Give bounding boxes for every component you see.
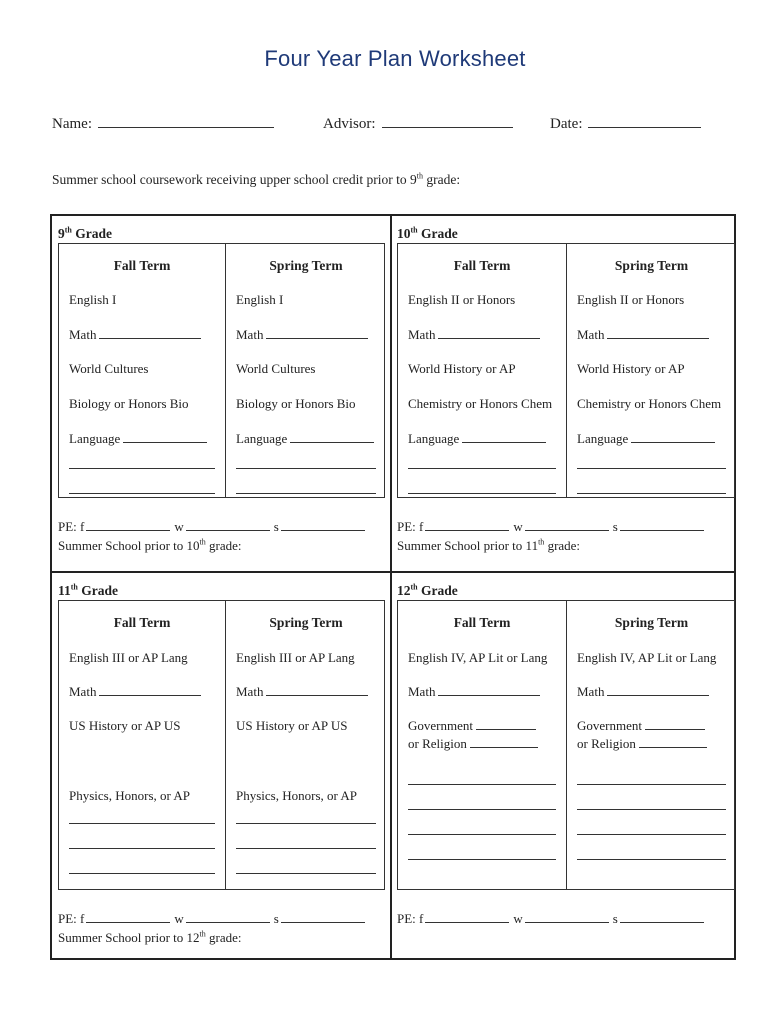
blank-line[interactable] [577, 784, 726, 785]
name-blank[interactable] [98, 114, 274, 128]
grade-10-spring [566, 244, 736, 497]
blank-line[interactable] [408, 859, 556, 860]
course-english: English II or Honors [408, 292, 516, 307]
summer-prior-text: Summer school coursework receiving upper school credit prior to 9 [52, 172, 417, 187]
course-math[interactable]: Math [577, 327, 709, 343]
blank-line[interactable] [69, 823, 215, 824]
course-science: Biology or Honors Bio [236, 396, 356, 411]
course-social: World History or AP [408, 361, 516, 376]
course-math[interactable]: Math [236, 684, 368, 700]
blank-line[interactable] [236, 493, 376, 494]
course-social: World History or AP [577, 361, 685, 376]
fall-term-heading: Fall Term [113, 258, 171, 273]
blank-line[interactable] [236, 823, 376, 824]
blank-line[interactable] [577, 834, 726, 835]
blank-line[interactable] [408, 809, 556, 810]
course-language[interactable]: Language [236, 431, 374, 447]
spring-term-heading: Spring Term [614, 258, 689, 273]
course-english: English IV, AP Lit or Lang [408, 650, 548, 665]
course-english: English III or AP Lang [69, 650, 188, 665]
course-english: English II or Honors [577, 292, 685, 307]
course-government[interactable]: Government [408, 718, 536, 734]
course-religion[interactable]: or Religion [408, 736, 538, 752]
summer-prior-sup: th [416, 171, 424, 181]
grade-10-section [391, 216, 736, 571]
four-year-grid [50, 214, 736, 960]
date-field[interactable] [550, 114, 701, 133]
course-language[interactable]: Language [69, 431, 207, 447]
course-science: Physics, Honors, or AP [236, 788, 357, 803]
course-social: World Cultures [236, 361, 316, 376]
blank-line[interactable] [577, 493, 726, 494]
course-science: Chemistry or Honors Chem [577, 396, 722, 411]
blank-line[interactable] [577, 468, 726, 469]
fall-term-heading: Fall Term [453, 258, 511, 273]
spring-term-heading: Spring Term [269, 615, 343, 630]
advisor-field[interactable] [323, 114, 513, 133]
grade-9-terms [58, 243, 385, 498]
course-english: English III or AP Lang [236, 650, 355, 665]
grade-11-spring [225, 601, 386, 889]
course-english: English I [69, 292, 117, 307]
blank-line[interactable] [236, 848, 376, 849]
course-science: Physics, Honors, or AP [69, 788, 190, 803]
summer-school-prior-11: Summer School prior to 11th grade: [397, 537, 581, 553]
page-title: Four Year Plan Worksheet [264, 46, 526, 71]
course-language[interactable]: Language [577, 431, 715, 447]
grade-12-section [391, 573, 736, 960]
course-math[interactable]: Math [69, 327, 201, 343]
date-label: Date: [550, 116, 583, 132]
course-government[interactable]: Government [577, 718, 705, 734]
blank-line[interactable] [236, 468, 376, 469]
blank-line[interactable] [577, 859, 726, 860]
course-english: English I [236, 292, 284, 307]
blank-line[interactable] [69, 848, 215, 849]
summer-school-prior-12: Summer School prior to 12th grade: [58, 929, 242, 945]
grade-9-spring [225, 244, 386, 497]
grade-9-section [52, 216, 390, 571]
blank-line[interactable] [408, 493, 556, 494]
pe-row[interactable]: PE: f w s [58, 911, 369, 927]
pe-row[interactable]: PE: f w s [397, 519, 708, 535]
blank-line[interactable] [69, 873, 215, 874]
course-language[interactable]: Language [408, 431, 546, 447]
grade-11-title: 11th Grade [58, 582, 119, 598]
grade-9-fall [59, 244, 225, 497]
name-field[interactable] [52, 114, 274, 133]
course-social: US History or AP US [236, 718, 348, 733]
blank-line[interactable] [577, 809, 726, 810]
course-english: English IV, AP Lit or Lang [577, 650, 717, 665]
course-math[interactable]: Math [236, 327, 368, 343]
advisor-label: Advisor: [323, 116, 376, 132]
grade-12-fall [398, 601, 566, 889]
grade-10-fall [398, 244, 566, 497]
course-math[interactable]: Math [69, 684, 201, 700]
course-religion[interactable]: or Religion [577, 736, 707, 752]
course-science: Chemistry or Honors Chem [408, 396, 553, 411]
blank-line[interactable] [236, 873, 376, 874]
grade-10-terms [397, 243, 735, 498]
spring-term-heading: Spring Term [269, 258, 343, 273]
grade-11-fall [59, 601, 225, 889]
course-science: Biology or Honors Bio [69, 396, 189, 411]
course-math[interactable]: Math [577, 684, 709, 700]
blank-line[interactable] [408, 834, 556, 835]
grade-12-spring [566, 601, 736, 889]
blank-line[interactable] [408, 784, 556, 785]
grade-10-title: 10th Grade [397, 225, 458, 241]
grade-12-title: 12th Grade [397, 582, 458, 598]
advisor-blank[interactable] [382, 114, 513, 128]
name-label: Name: [52, 116, 92, 132]
pe-row[interactable]: PE: f w s [397, 911, 708, 927]
course-math[interactable]: Math [408, 327, 540, 343]
spring-term-heading: Spring Term [614, 615, 689, 630]
course-math[interactable]: Math [408, 684, 540, 700]
pe-row[interactable]: PE: f w s [58, 519, 369, 535]
fall-term-heading: Fall Term [453, 615, 511, 630]
date-blank[interactable] [588, 114, 701, 128]
grade-11-terms [58, 600, 385, 890]
summer-prior-suffix: grade: [423, 172, 461, 187]
course-social: US History or AP US [69, 718, 181, 733]
grade-9-title: 9th Grade [58, 225, 112, 241]
grade-12-terms [397, 600, 735, 890]
course-social: World Cultures [69, 361, 149, 376]
blank-line[interactable] [408, 468, 556, 469]
fall-term-heading: Fall Term [113, 615, 171, 630]
blank-line[interactable] [69, 468, 215, 469]
grade-11-section [52, 573, 390, 960]
summer-prior-9-text [52, 172, 460, 188]
summer-school-prior-10: Summer School prior to 10th grade: [58, 537, 242, 553]
blank-line[interactable] [69, 493, 215, 494]
